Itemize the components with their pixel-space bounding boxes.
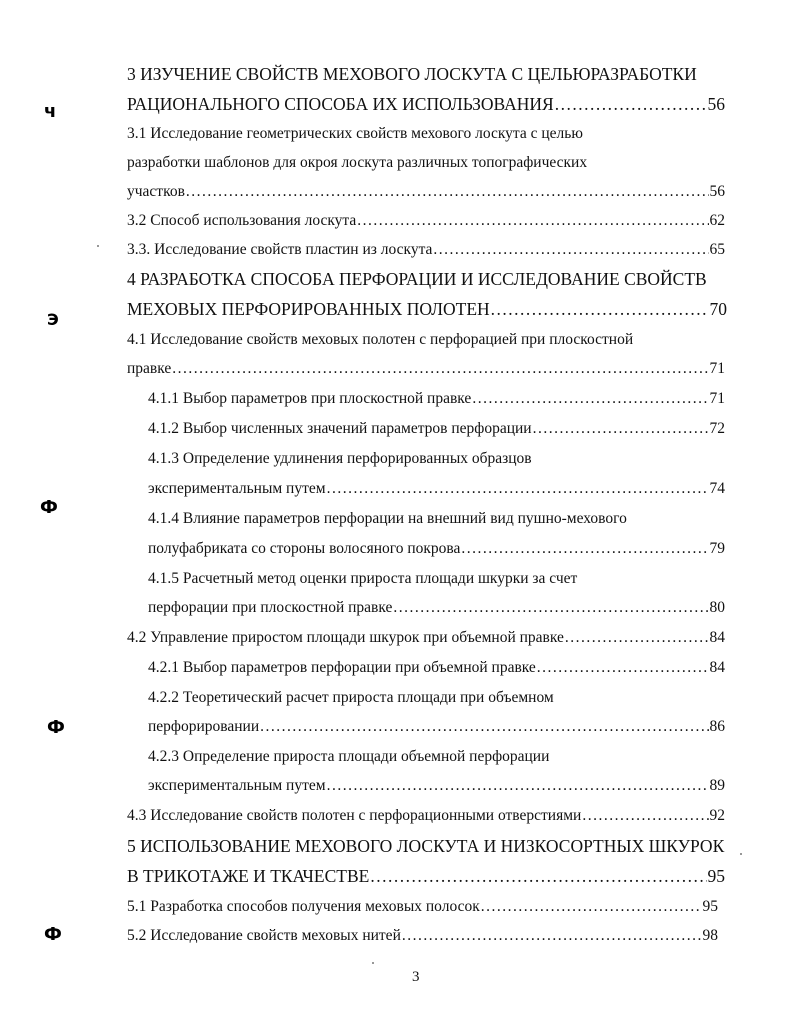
toc-entry — [148, 658, 725, 678]
dot-leader — [491, 299, 709, 319]
toc-entry-text: 4.1.5 Расчетный метод оценки прироста площади шкурки за счет — [148, 570, 578, 587]
margin-mark: Ф — [44, 924, 62, 945]
toc-entry-text: 4.2.3 Определение прироста площади объемной перфорации — [148, 748, 550, 765]
toc-entry — [127, 926, 718, 946]
toc-entry-text: участков — [127, 183, 185, 200]
toc-entry — [148, 569, 725, 589]
dot-leader — [565, 628, 709, 648]
toc-entry-text: 5.1 Разработка способов получения меховых полосок — [127, 898, 480, 915]
margin-mark: Ф — [47, 717, 65, 738]
dot-leader — [472, 389, 708, 409]
toc-entry — [127, 806, 725, 826]
dot-leader — [186, 182, 709, 202]
toc-page-number: 95 — [702, 898, 718, 915]
toc-page-number: 70 — [709, 299, 727, 319]
toc-entry-text: 3 ИЗУЧЕНИЕ СВОЙСТВ МЕХОВОГО ЛОСКУТА С ЦЕЛЬЮРАЗРАБОТКИ — [127, 64, 697, 84]
dot-leader — [461, 539, 708, 559]
toc-page-number: 95 — [707, 866, 725, 886]
toc-entry-text: 4.1.1 Выбор параметров при плоскостной правке — [148, 390, 472, 407]
toc-entry-text: РАЦИОНАЛЬНОГО СПОСОБА ИХ ИСПОЛЬЗОВАНИЯ — [127, 94, 554, 114]
toc-entry-text: 4.1.4 Влияние параметров перфорации на внешний вид пушно-мехового — [148, 510, 627, 527]
toc-entry-text: 3.3. Исследование свойств пластин из лоскута — [127, 241, 433, 258]
toc-entry — [127, 124, 727, 144]
toc-entry — [127, 866, 725, 886]
toc-entry-text: 4.2.2 Теоретический расчет прироста площади при объемном — [148, 689, 554, 706]
toc-entry — [148, 688, 725, 708]
toc-page-number: 65 — [709, 241, 725, 258]
dot-leader — [537, 658, 709, 678]
toc-entry-text: В ТРИКОТАЖЕ И ТКАЧЕСТВЕ — [127, 866, 370, 886]
toc-page-number: 92 — [709, 807, 725, 824]
page-number: 3 — [412, 969, 420, 985]
toc-entry — [127, 359, 725, 379]
toc-page-number: 79 — [709, 540, 725, 557]
toc-entry-text: 4 РАЗРАБОТКА СПОСОБА ПЕРФОРАЦИИ И ИССЛЕДОВАНИЕ СВОЙСТВ — [127, 269, 707, 289]
toc-entry — [127, 628, 725, 648]
toc-page-number: 71 — [709, 390, 725, 407]
dot-leader — [260, 717, 708, 737]
toc-entry — [127, 897, 718, 917]
dot-leader — [582, 806, 708, 826]
toc-entry-text: 4.2 Управление приростом площади шкурок при объемной правке — [127, 629, 564, 646]
toc-page-number: 80 — [709, 599, 725, 616]
toc-entry — [127, 182, 725, 202]
toc-entry — [148, 509, 725, 529]
scan-speck — [97, 245, 99, 247]
dot-leader — [402, 926, 702, 946]
toc-page-number: 56 — [707, 94, 725, 114]
dot-leader — [433, 240, 708, 260]
toc-entry — [148, 598, 725, 618]
toc-page-number: 98 — [702, 927, 718, 944]
scan-speck — [372, 962, 374, 964]
dot-leader — [370, 866, 706, 886]
toc-entry — [148, 717, 725, 737]
toc-entry — [127, 211, 725, 231]
dot-leader — [481, 897, 702, 917]
toc-entry — [148, 389, 725, 409]
dot-leader — [555, 94, 707, 114]
toc-entry — [127, 269, 717, 289]
toc-entry — [127, 153, 727, 173]
toc-entry-text: перфорировании — [148, 718, 260, 735]
dot-leader — [357, 211, 708, 231]
dot-leader — [327, 479, 709, 499]
toc-entry-text: 5 ИСПОЛЬЗОВАНИЕ МЕХОВОГО ЛОСКУТА И НИЗКОСОРТНЫХ ШКУРОК — [127, 836, 725, 856]
toc-entry-text: 5.2 Исследование свойств меховых нитей — [127, 927, 401, 944]
toc-entry-text: разработки шаблонов для окроя лоскута различных топографических — [127, 154, 588, 171]
toc-page-number: 84 — [709, 659, 725, 676]
toc-entry — [127, 94, 725, 114]
toc-page-number: 86 — [709, 718, 725, 735]
toc-entry-text: 4.2.1 Выбор параметров перфорации при объемной правке — [148, 659, 536, 676]
toc-entry — [127, 836, 727, 856]
toc-page-number: 89 — [709, 777, 725, 794]
toc-entry — [148, 539, 725, 559]
toc-entry-text: 3.1 Исследование геометрических свойств мехового лоскута с целью — [127, 125, 583, 142]
dot-leader — [393, 598, 708, 618]
toc-entry-text: МЕХОВЫХ ПЕРФОРИРОВАННЫХ ПОЛОТЕН — [127, 299, 490, 319]
toc-page-number: 62 — [709, 212, 725, 229]
toc-entry — [148, 747, 725, 767]
toc-entry-text: 3.2 Способ использования лоскута — [127, 212, 357, 229]
toc-page-number: 84 — [709, 629, 725, 646]
toc-entry — [148, 479, 725, 499]
toc-page-number: 56 — [709, 183, 725, 200]
toc-entry-text: экспериментальным путем — [148, 480, 326, 497]
toc-entry — [127, 240, 725, 260]
toc-entry — [148, 419, 725, 439]
toc-entry — [127, 299, 727, 319]
toc-page-number: 74 — [709, 480, 725, 497]
toc-entry-text: перфорации при плоскостной правке — [148, 599, 393, 616]
toc-entry — [148, 449, 725, 469]
margin-mark: ч — [44, 101, 57, 122]
toc-entry-text: экспериментальным путем — [148, 777, 326, 794]
toc-entry-text: правке — [127, 360, 172, 377]
toc-entry — [127, 64, 711, 84]
toc-entry-text: 4.3 Исследование свойств полотен с перфорационными отверстиями — [127, 807, 582, 824]
dot-leader — [327, 776, 709, 796]
toc-entry — [148, 776, 725, 796]
dot-leader — [172, 359, 708, 379]
toc-page-number: 71 — [709, 360, 725, 377]
margin-mark: Э — [47, 310, 59, 329]
toc-entry-text: полуфабриката со стороны волосяного покрова — [148, 540, 461, 557]
toc-page-number: 72 — [709, 420, 725, 437]
dot-leader — [533, 419, 709, 439]
margin-mark: Ф — [40, 497, 58, 518]
toc-entry-text: 4.1.2 Выбор численных значений параметров перфорации — [148, 420, 532, 437]
scan-speck — [740, 853, 742, 855]
toc-entry — [127, 330, 727, 350]
toc-entry-text: 4.1.3 Определение удлинения перфорированных образцов — [148, 450, 532, 467]
toc-entry-text: 4.1 Исследование свойств меховых полотен с перфорацией при плоскостной — [127, 331, 634, 348]
